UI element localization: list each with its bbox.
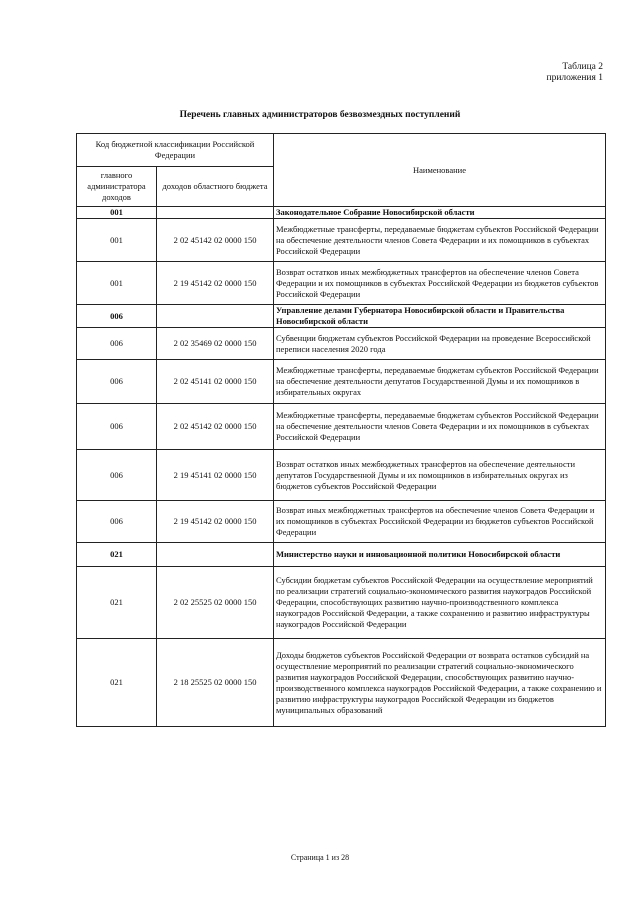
admin-code-cell: 001 [77,262,157,305]
income-code-cell: 2 02 25525 02 0000 150 [157,567,274,639]
table-row [77,262,606,305]
header-income: доходов областного бюджета [157,167,274,207]
table-number: Таблица 2 [562,62,603,72]
income-code-cell [157,305,274,328]
income-code-cell: 2 02 35469 02 0000 150 [157,328,274,360]
admin-code-cell: 006 [77,501,157,543]
table-row [77,360,606,404]
name-cell: Межбюджетные трансферты, передаваемые бюджетам субъектов Российской Федерации на обеспечение деятельности членов Совета Федерации и их помощников в субъектах Российской Федерации [274,219,606,262]
admin-code-cell: 006 [77,305,157,328]
name-cell: Возврат иных межбюджетных трансфертов на обеспечение членов Совета Федерации и их помощников в субъектах Российской Федерации из бюджетов субъектов Российской Федерации [274,501,606,543]
table-caption [547,62,604,84]
table-row [77,501,606,543]
header-code-group: Код бюджетной классификации Российской Федерации [77,134,274,167]
income-code-cell: 2 19 45142 02 0000 150 [157,262,274,305]
page-footer: Страница 1 из 28 [290,853,350,862]
name-cell: Министерство науки и инновационной политики Новосибирской области [274,543,606,567]
income-code-cell: 2 19 45142 02 0000 150 [157,501,274,543]
header-admin: главного администратора доходов [77,167,157,207]
name-cell: Управление делами Губернатора Новосибирской области и Правительства Новосибирской области [274,305,606,328]
name-cell: Законодательное Собрание Новосибирской области [274,207,606,219]
name-cell: Субвенции бюджетам субъектов Российской Федерации на проведение Всероссийской переписи населения 2020 года [274,328,606,360]
name-cell: Доходы бюджетов субъектов Российской Федерации от возврата остатков субсидий на осуществление мероприятий по реализации стратегий социально-экономического развития наукоградов Российской Федерации, способствующих развитию научно-производственного комплекса наукоградов Российской Федерации, а также сохранению и развитию инфраструктуры наукоградов Российской Федерации из бюджетов муниципальных образований [274,639,606,727]
name-cell: Межбюджетные трансферты, передаваемые бюджетам субъектов Российской Федерации на обеспечение деятельности депутатов Государственной Думы и их помощников в избирательных округах [274,360,606,404]
table-body [77,207,606,727]
admin-code-cell: 006 [77,450,157,501]
admin-code-cell: 021 [77,543,157,567]
group-row [77,305,606,328]
document-title: Перечень главных администраторов безвозмездных поступлений [179,110,461,120]
income-code-cell: 2 02 45142 02 0000 150 [157,404,274,450]
name-cell: Субсидии бюджетам субъектов Российской Федерации на осуществление мероприятий по реализации стратегий социально-экономического развития наукоградов Российской Федерации, способствующих развитию научно-производственного комплекса наукоградов Российской Федерации, а также сохранению и развитию инфраструктуры наукоградов Российской Федерации [274,567,606,639]
name-cell: Возврат остатков иных межбюджетных трансфертов на обеспечение членов Совета Федерации и их помощников в субъектах Российской Федерации из бюджетов субъектов Российской Федерации [274,262,606,305]
table-row [77,567,606,639]
table-row [77,219,606,262]
appendix-reference: приложения 1 [546,73,603,83]
admin-code-cell: 001 [77,219,157,262]
income-code-cell: 2 02 45142 02 0000 150 [157,219,274,262]
group-row [77,543,606,567]
admin-code-cell: 006 [77,328,157,360]
admin-code-cell: 021 [77,567,157,639]
name-cell: Возврат остатков иных межбюджетных трансфертов на обеспечение деятельности депутатов Государственной Думы и их помощников в избирательных округах из бюджетов субъектов Российской Федерации [274,450,606,501]
income-code-cell: 2 02 45141 02 0000 150 [157,360,274,404]
admin-code-cell: 021 [77,639,157,727]
admin-code-cell: 001 [77,207,157,219]
name-cell: Межбюджетные трансферты, передаваемые бюджетам субъектов Российской Федерации на обеспечение деятельности членов Совета Федерации и их помощников в субъектах Российской Федерации [274,404,606,450]
admin-code-cell: 006 [77,404,157,450]
income-code-cell: 2 18 25525 02 0000 150 [157,639,274,727]
income-code-cell [157,543,274,567]
table-row [77,328,606,360]
income-code-cell: 2 19 45141 02 0000 150 [157,450,274,501]
admin-code-cell: 006 [77,360,157,404]
header-name: Наименование [274,134,606,207]
table-row [77,450,606,501]
table-row [77,404,606,450]
income-code-cell [157,207,274,219]
administrators-table [76,133,606,727]
table-row [77,639,606,727]
group-row [77,207,606,219]
